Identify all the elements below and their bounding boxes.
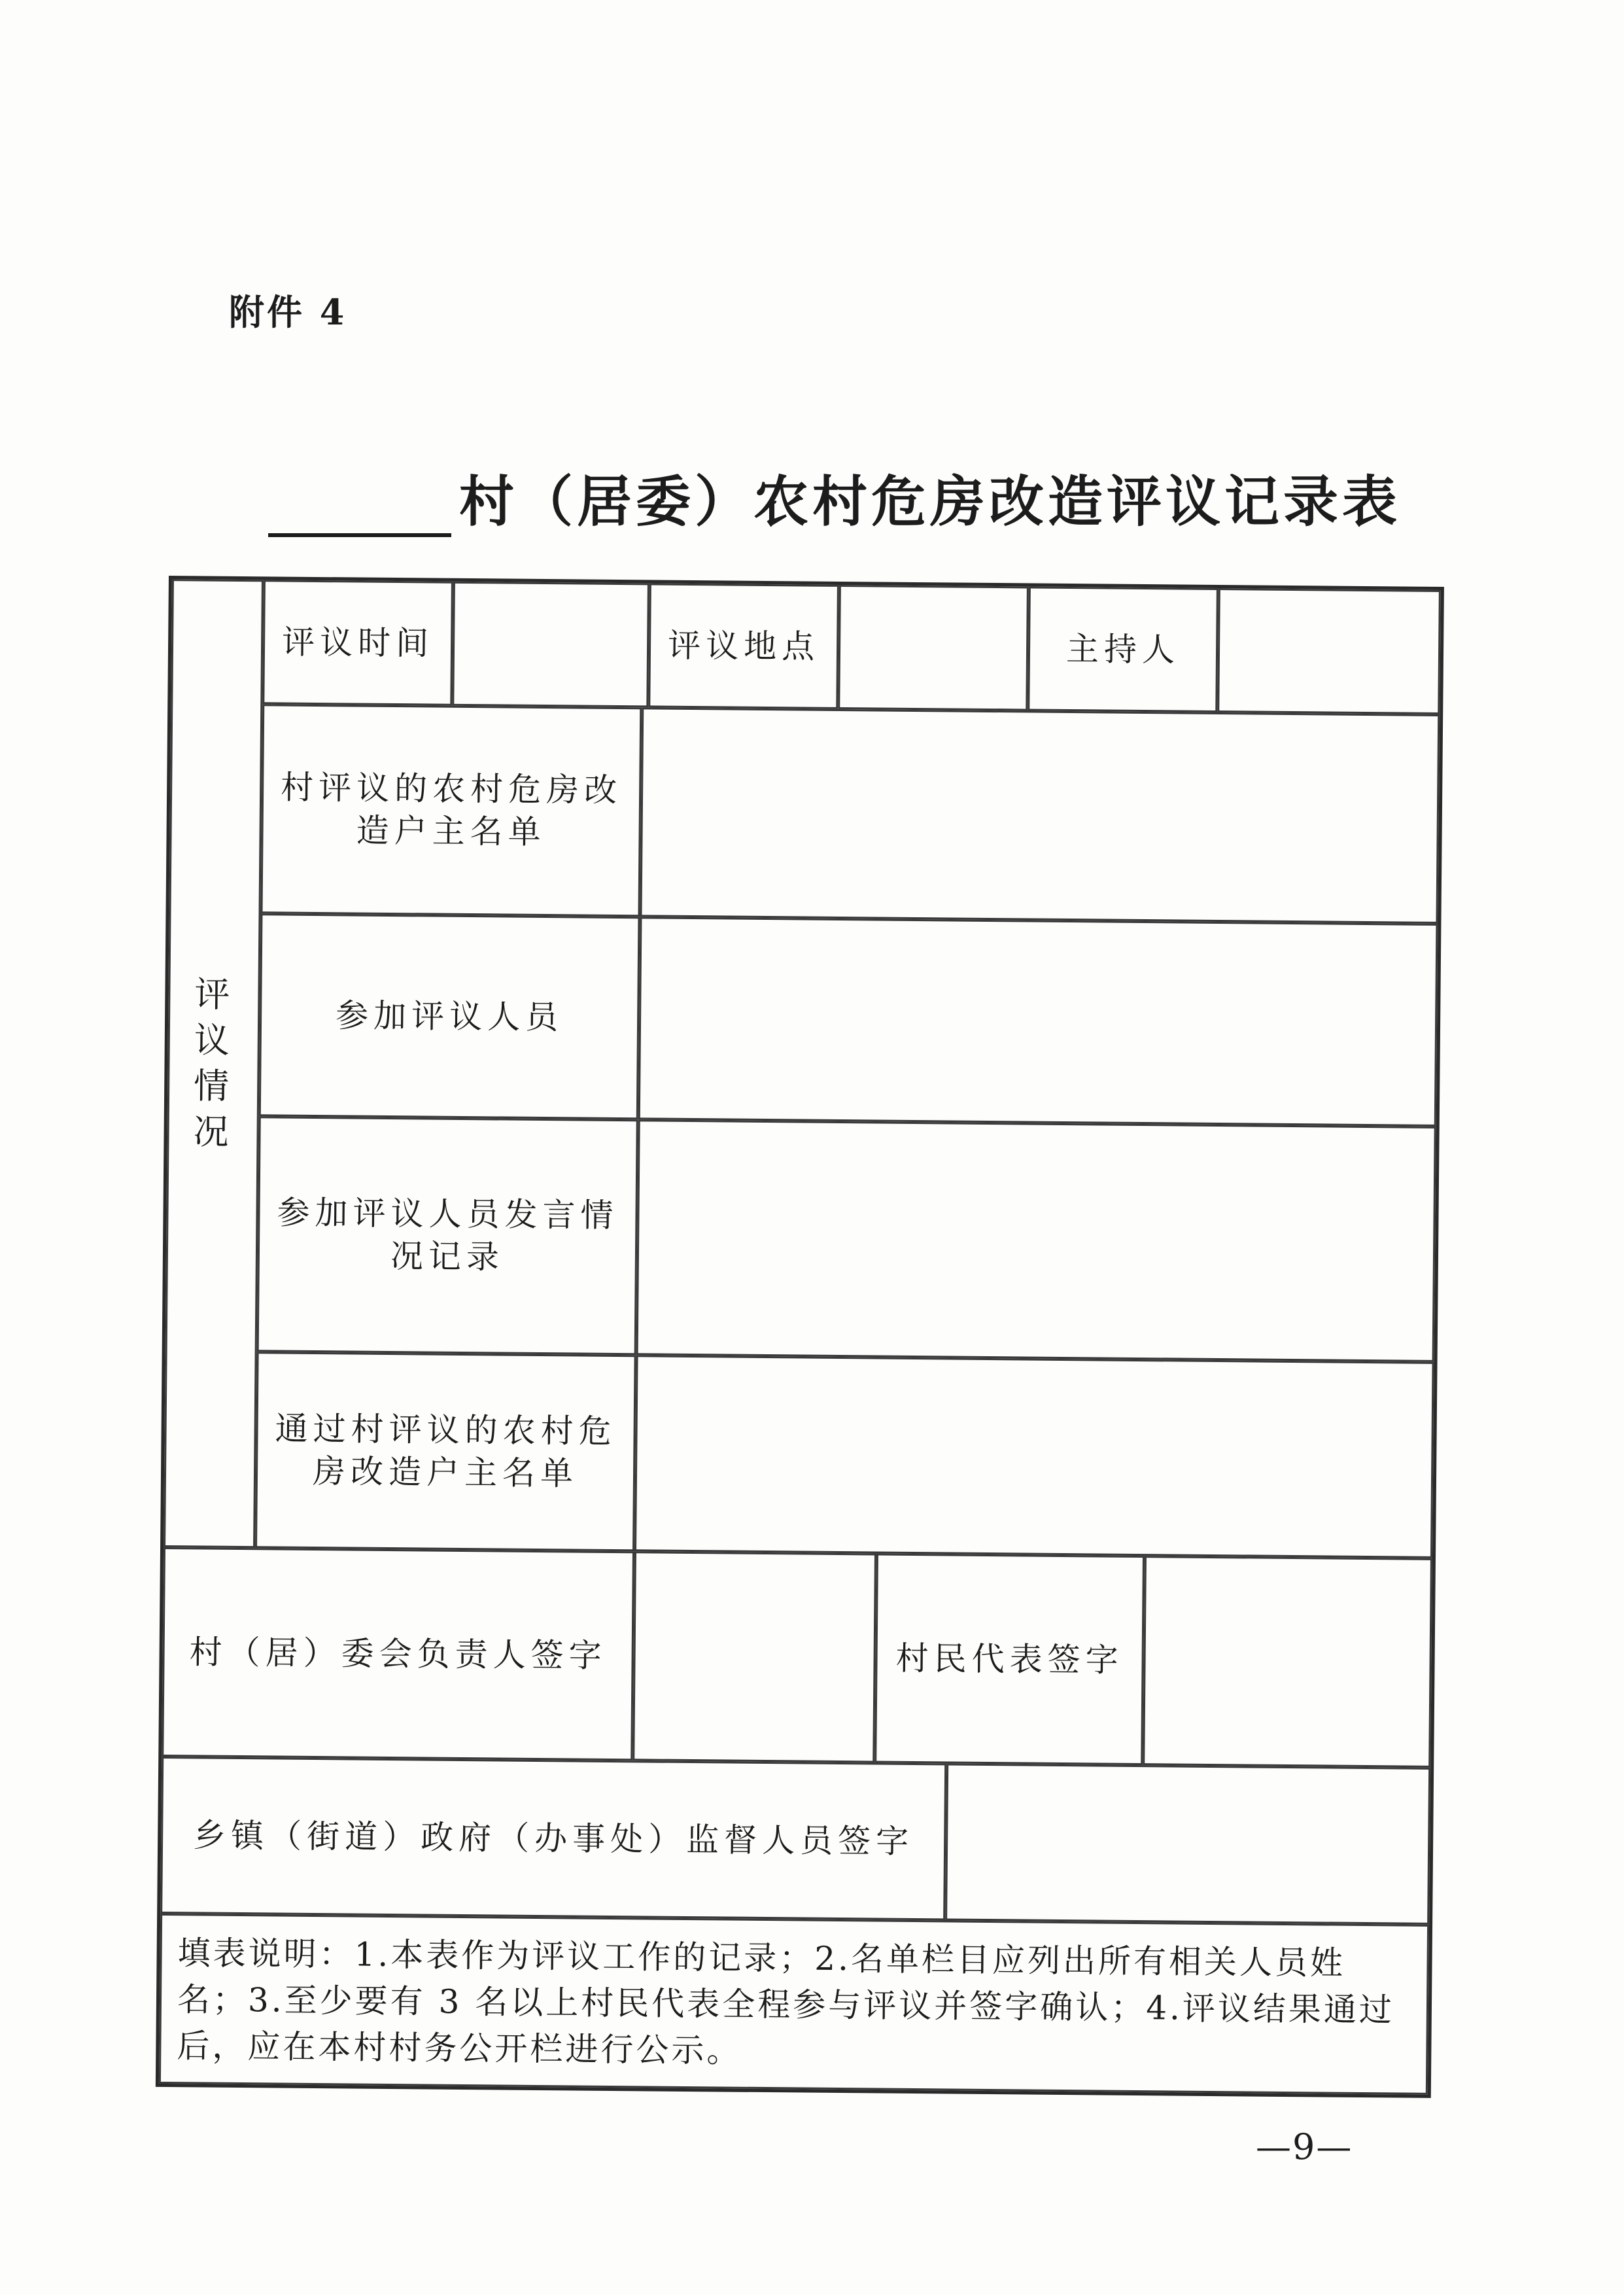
form-instructions: 填表说明：1.本表作为评议工作的记录；2.名单栏目应列出所有相关人员姓名；3.至少要有 3 名以上村民代表全程参与评议并签字确认；4.评议结果通过后，应在本村村务公开栏进行公示。 <box>159 1914 1429 2095</box>
title-text: 村（居委）农村危房改造评议记录表 <box>459 469 1402 534</box>
village-name-blank[interactable] <box>268 486 451 537</box>
review-place-field[interactable] <box>838 585 1029 711</box>
committee-sign-label: 村（居）委会负责人签字 <box>162 1547 634 1761</box>
speech-record-field[interactable] <box>636 1119 1436 1362</box>
page-number: —9— <box>1256 2126 1353 2167</box>
approved-list-field[interactable] <box>634 1355 1434 1558</box>
attachment-label: 附件 4 <box>229 291 347 333</box>
participants-field[interactable] <box>638 917 1438 1127</box>
host-label: 主持人 <box>1028 586 1218 712</box>
candidate-list-field[interactable] <box>640 707 1440 924</box>
township-sign-field[interactable] <box>945 1763 1430 1924</box>
review-place-label: 评议地点 <box>648 583 839 709</box>
township-sign-label: 乡镇（街道）政府（办事处）监督人员签字 <box>160 1757 946 1920</box>
villager-sign-label: 村民代表签字 <box>874 1553 1145 1765</box>
speech-record-label: 参加评议人员发言情况记录 <box>257 1116 638 1355</box>
host-field[interactable] <box>1217 588 1441 714</box>
approved-list-label: 通过村评议的农村危房改造户主名单 <box>255 1352 636 1551</box>
review-record-form <box>156 576 1444 2098</box>
participants-label: 参加评议人员 <box>259 913 640 1119</box>
page-title <box>268 458 1401 537</box>
committee-sign-field[interactable] <box>632 1551 876 1762</box>
review-time-field[interactable] <box>452 582 649 708</box>
villager-sign-field[interactable] <box>1143 1556 1432 1768</box>
review-time-label: 评议时间 <box>262 580 453 706</box>
section-label-review: 评议情况 <box>164 579 264 1548</box>
candidate-list-label: 村评议的农村危房改造户主名单 <box>261 704 642 917</box>
